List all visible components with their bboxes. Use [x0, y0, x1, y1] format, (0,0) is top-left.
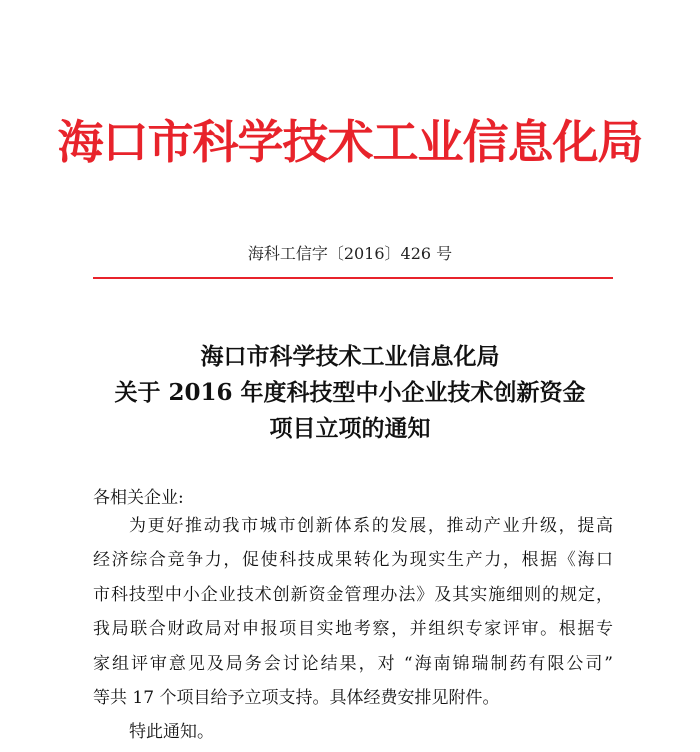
agency-masthead: 海口市科学技术工业信息化局 — [57, 115, 643, 169]
notice-title — [0, 339, 700, 447]
document-number: 海科工信字〔2016〕426 号 — [247, 244, 453, 263]
salutation: 各相关企业: — [93, 488, 184, 508]
paragraph-line: 经济综合竞争力，促使科技成果转化为现实生产力，根据《海口 — [93, 550, 613, 570]
title-line-topic: 项目立项的通知 — [269, 415, 431, 442]
red-divider-line — [93, 277, 613, 279]
closing-remark: 特此通知。 — [129, 722, 214, 742]
title-line-issuer: 海口市科学技术工业信息化局 — [200, 343, 500, 370]
paragraph-line: 我局联合财政局对申报项目实地考察，并组织专家评审。根据专 — [93, 619, 613, 639]
paragraph-line: 家组评审意见及局务会讨论结果，对 “海南锦瑞制药有限公司” — [93, 654, 613, 674]
paragraph-line: 为更好推动我市城市创新体系的发展，推动产业升级，提高 — [129, 516, 613, 536]
paragraph-line: 等共 17 个项目给予立项支持。具体经费安排见附件。 — [93, 688, 500, 708]
title-line-subject: 关于 2016 年度科技型中小企业技术创新资金 — [114, 379, 586, 406]
paragraph-line: 市科技型中小企业技术创新资金管理办法》及其实施细则的规定， — [93, 585, 613, 605]
